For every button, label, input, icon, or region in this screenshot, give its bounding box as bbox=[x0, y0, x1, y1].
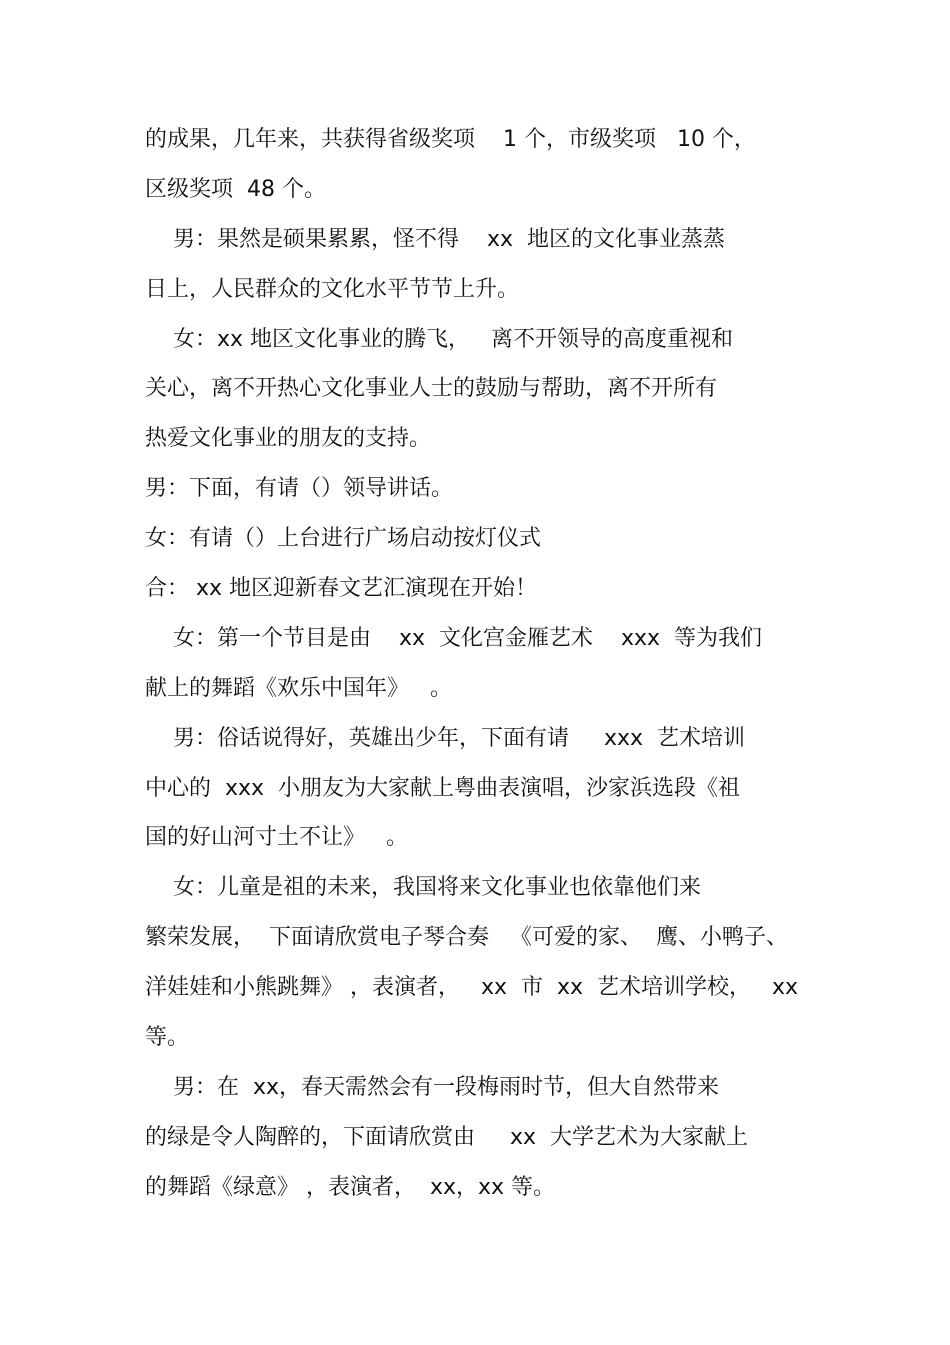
text-line: 的舞蹈《绿意》 ，表演者， xx，xx 等。 bbox=[145, 1175, 556, 1200]
text-line: 女：有请（）上台进行广场启动按灯仪式 bbox=[145, 526, 542, 551]
text-line: 的绿是令人陶醉的，下面请欣赏由 xx 大学艺术为大家献上 bbox=[145, 1125, 748, 1150]
text-line: 男：果然是硕果累累，怪不得 xx 地区的文化事业蒸蒸 bbox=[145, 227, 725, 252]
text-line: 中心的 xxx 小朋友为大家献上粤曲表演唱，沙家浜选段《祖 bbox=[145, 776, 741, 801]
text-line: 关心，离不开热心文化事业人士的鼓励与帮助，离不开所有 bbox=[145, 376, 718, 401]
text-line: 等。 bbox=[145, 1025, 190, 1050]
text-line: 洋娃娃和小熊跳舞》 ，表演者， xx 市 xx 艺术培训学校， xx bbox=[145, 975, 799, 1000]
text-line: 男：在 xx，春天需然会有一段梅雨时节，但大自然带来 bbox=[145, 1075, 719, 1100]
text-line: 女：第一个节目是由 xx 文化宫金雁艺术 xxx 等为我们 bbox=[145, 626, 762, 651]
text-line: 区级奖项 48 个。 bbox=[145, 177, 326, 202]
text-line: 男：俗话说得好，英雄出少年，下面有请 xxx 艺术培训 bbox=[145, 726, 745, 751]
text-line: 热爱文化事业的朋友的支持。 bbox=[145, 426, 432, 451]
text-line: 合： xx 地区迎新春文艺汇演现在开始！ bbox=[145, 576, 538, 601]
text-line: 女：儿童是祖的未来，我国将来文化事业也依靠他们来 bbox=[145, 875, 701, 900]
text-line: 男：下面，有请（）领导讲话。 bbox=[145, 476, 454, 501]
text-line: 女：xx 地区文化事业的腾飞， 离不开领导的高度重视和 bbox=[145, 327, 733, 352]
text-line: 繁荣发展， 下面请欣赏电子琴合奏 《可爱的家、 鹰、小鸭子、 bbox=[145, 925, 788, 950]
text-line: 的成果，几年来，共获得省级奖项 1 个，市级奖项 10 个， bbox=[145, 127, 756, 152]
text-line: 献上的舞蹈《欢乐中国年》 。 bbox=[145, 676, 452, 701]
text-line: 日上，人民群众的文化水平节节上升。 bbox=[145, 277, 520, 302]
text-line: 国的好山河寸土不让》 。 bbox=[145, 825, 408, 850]
